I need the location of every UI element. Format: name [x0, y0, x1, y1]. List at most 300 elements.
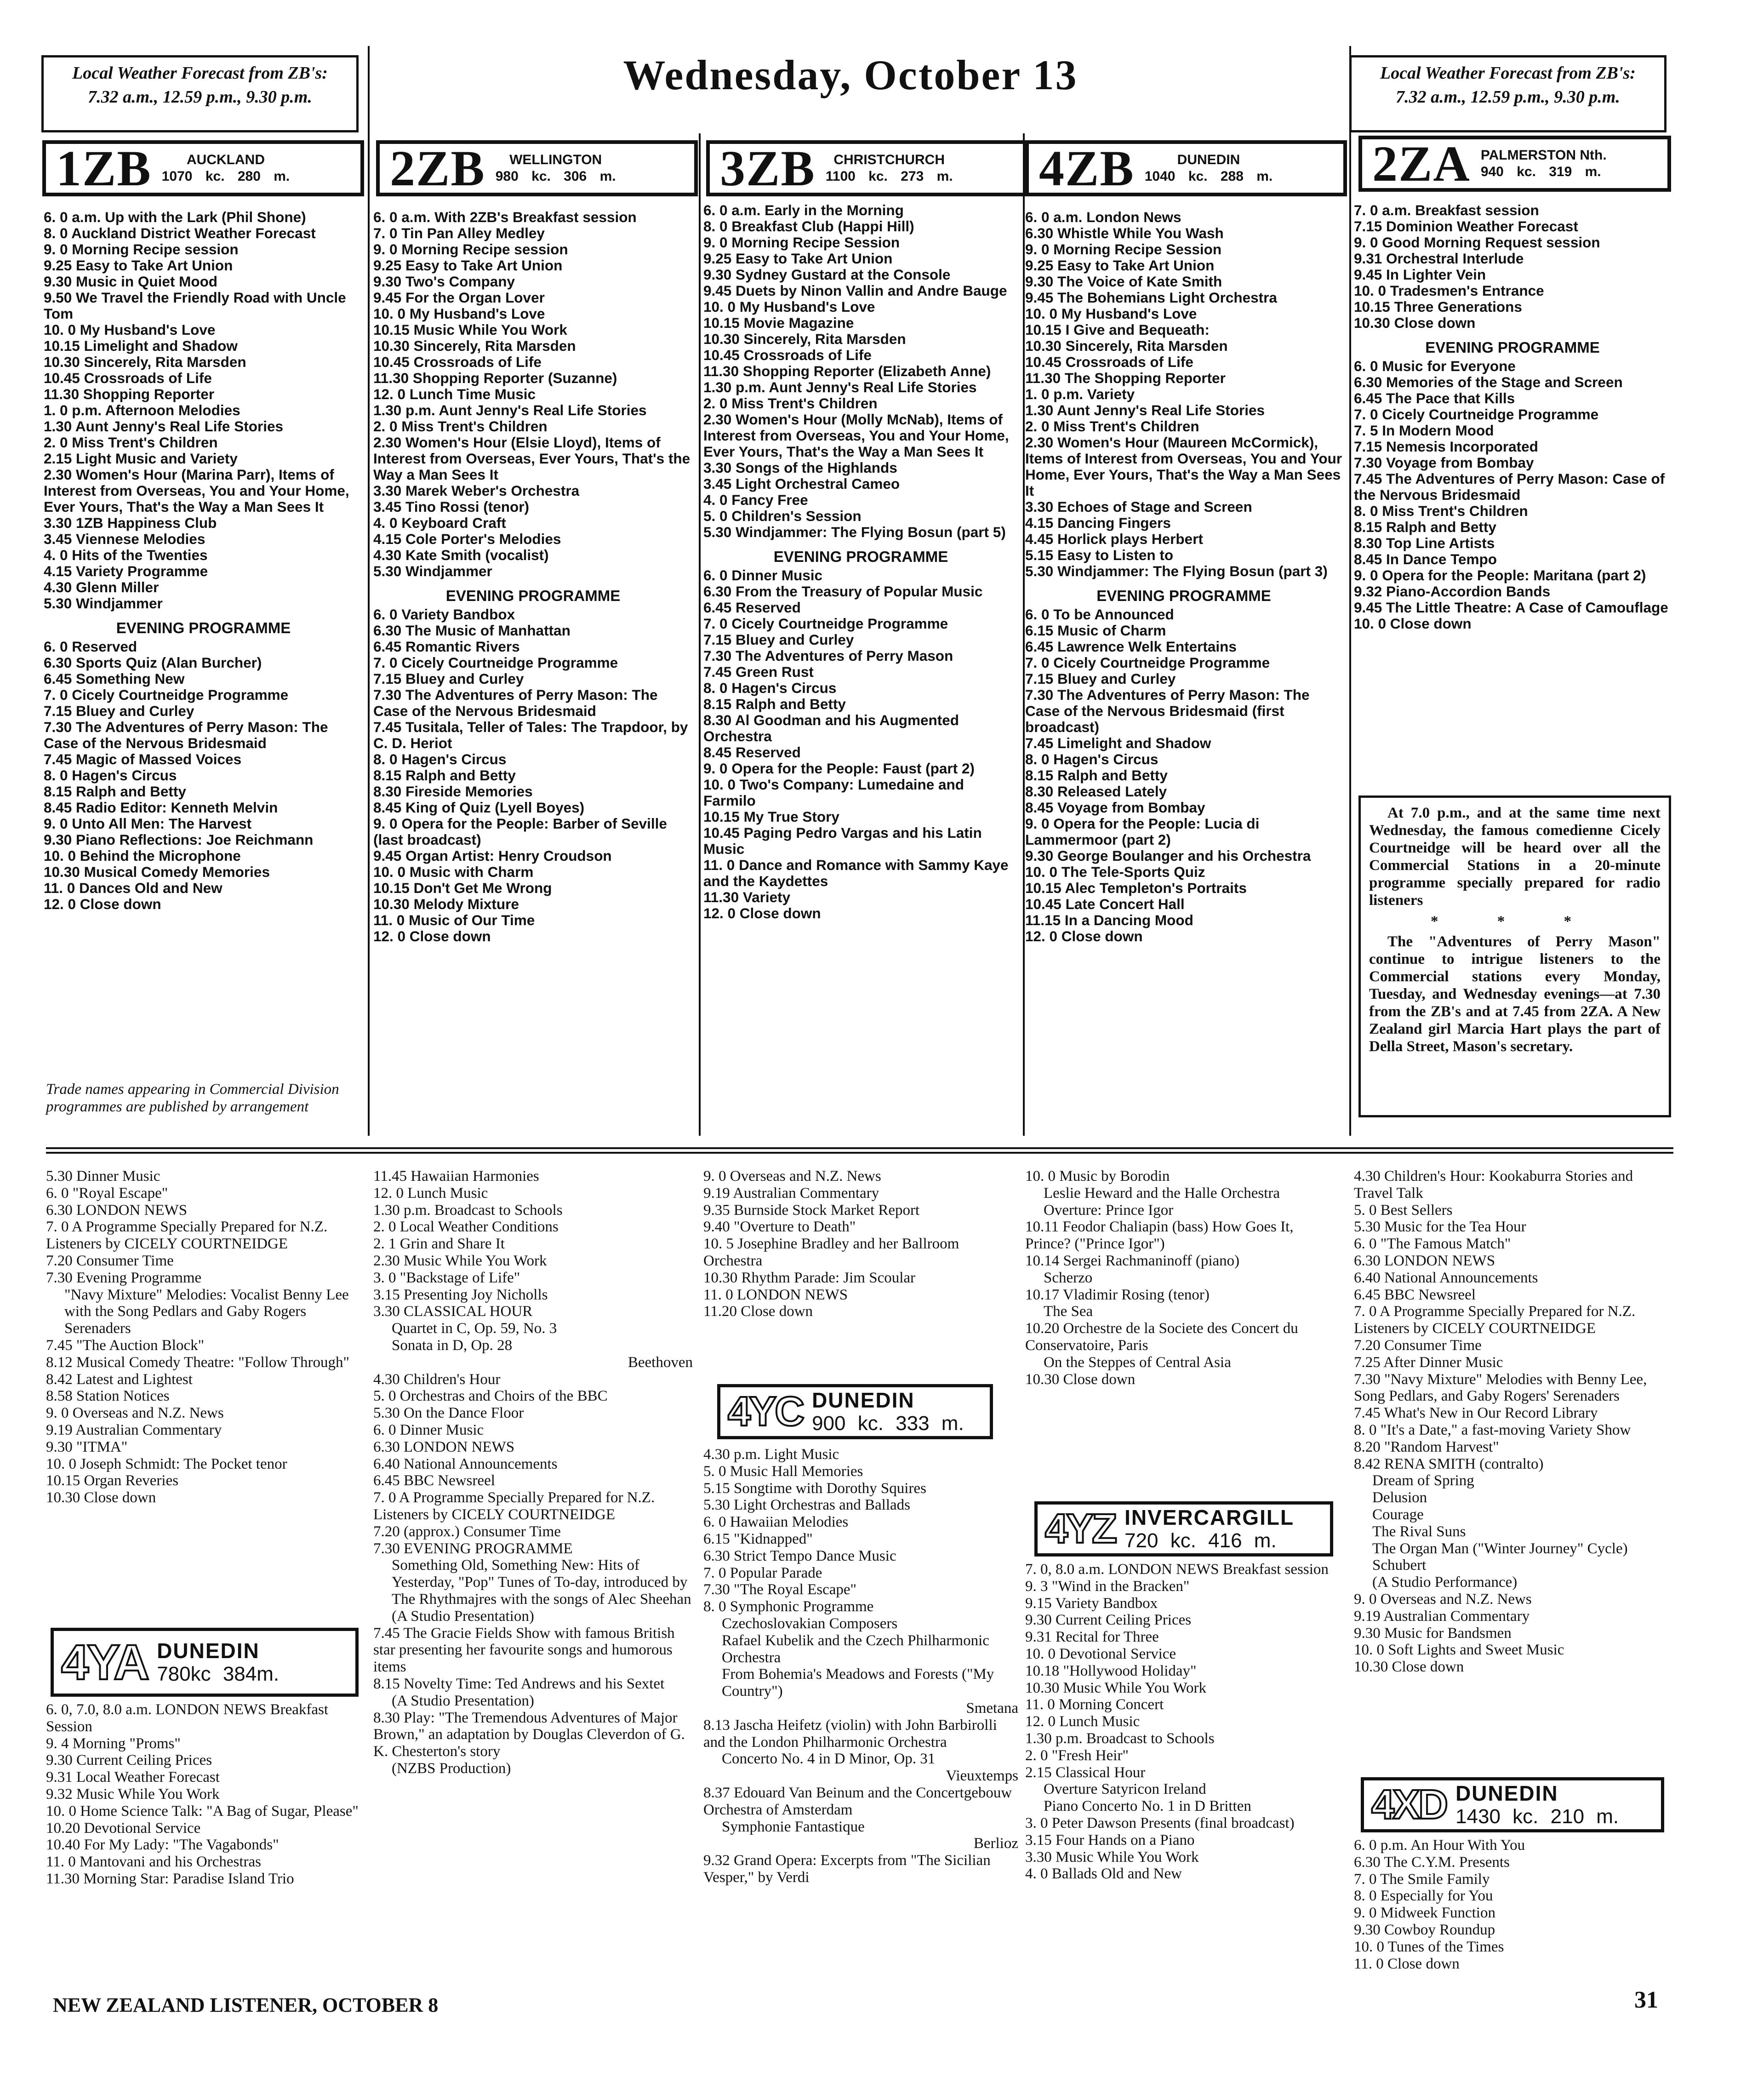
programme-entry: 8.15 Ralph and Betty — [1025, 767, 1168, 784]
programme-entry: (A Studio Performance) — [1372, 1574, 1518, 1591]
programme-entry: 6. 0 a.m. Up with the Lark (Phil Shone) — [44, 209, 306, 225]
programme-entry: 9. 0 Overseas and N.Z. News — [1354, 1591, 1532, 1608]
station-header-2za — [1358, 136, 1671, 192]
programme-entry: 6. 0 Dinner Music — [703, 567, 823, 584]
programme-entry: 7. 0 Cicely Courtneidge Programme — [373, 654, 618, 671]
programme-entry: 7.30 EVENING PROGRAMME — [373, 1540, 573, 1557]
programme-entry: 3.30 Music While You Work — [1025, 1848, 1199, 1865]
programme-entry: 6.30 Memories of the Stage and Screen — [1354, 374, 1623, 390]
programme-entry: 8.30 Play: "The Tremendous Adventures of Major Brown," an adaptation by Douglas Cleverdon of G. K. Chesterton's story — [373, 1709, 689, 1760]
programme-entry: 6. 0 a.m. Early in the Morning — [703, 202, 904, 218]
programme-entry: 11.20 Close down — [703, 1303, 813, 1320]
station-city: CHRISTCHURCH — [833, 152, 945, 167]
programme-entry: 7. 0 A Programme Specially Prepared for N.Z. Listeners by CICELY COURTNEIDGE — [1354, 1303, 1639, 1337]
page-number: 31 — [1634, 1987, 1658, 2013]
programme-entry: 2.15 Light Music and Variety — [44, 450, 238, 467]
programme-entry: 12. 0 Close down — [373, 928, 491, 944]
composer-credit: Smetana — [966, 1699, 1018, 1717]
programme-entry: 2.30 Women's Hour (Marina Parr), Items of Interest from Overseas, You and Your Home, Ever Yours, That's the Way a Man Sees It — [44, 466, 354, 515]
station-header-2zb — [376, 140, 698, 196]
programme-entry: 3.15 Four Hands on a Piano — [1025, 1831, 1195, 1848]
programme-entry: 4. 0 Fancy Free — [703, 492, 808, 508]
programme-entry: 10.30 Sincerely, Rita Marsden — [373, 338, 576, 354]
programme-entry: 8. 0 "It's a Date," a fast-moving Variety Show — [1354, 1421, 1631, 1438]
programme-entry: 5. 0 Music Hall Memories — [703, 1463, 863, 1480]
programme-entry: 7.30 Evening Programme — [46, 1269, 202, 1286]
programme-entry: 7.45 "The Auction Block" — [46, 1337, 205, 1354]
programme-entry: 10.15 Three Generations — [1354, 298, 1522, 315]
programme-entry: 11. 0 Music of Our Time — [373, 912, 535, 928]
composer-credit: Beethoven — [628, 1354, 693, 1371]
station-label-4yz — [1034, 1501, 1333, 1556]
station-city: DUNEDIN — [157, 1639, 260, 1663]
schedule-column-4ya-late — [703, 1168, 1018, 1320]
programme-entry: 6.40 National Announcements — [1354, 1269, 1538, 1286]
programme-entry: The Organ Man ("Winter Journey" Cycle) Schubert — [1372, 1540, 1632, 1574]
programme-entry: 10.30 Rhythm Parade: Jim Scoular — [703, 1269, 916, 1286]
programme-entry: 9. 0 Midweek Function — [1354, 1905, 1495, 1922]
programme-entry: 5.30 Windjammer — [373, 563, 492, 579]
programme-entry: 6.45 Lawrence Welk Entertains — [1025, 638, 1237, 655]
station-city: PALMERSTON Nth. — [1480, 148, 1607, 163]
programme-entry: 12. 0 Lunch Time Music — [373, 386, 536, 402]
programme-entry: 10. 0 Home Science Talk: "A Bag of Sugar, Please" — [46, 1802, 359, 1820]
programme-entry: 3.45 Light Orchestral Cameo — [703, 475, 900, 492]
programme-entry: "Navy Mixture" Melodies: Vocalist Benny Lee with the Song Pedlars and Gaby Rogers Serenaders — [64, 1286, 353, 1337]
programme-entry: 7.45 Magic of Massed Voices — [44, 751, 242, 767]
programme-entry: 6. 0 Hawaiian Melodies — [703, 1514, 849, 1531]
programme-entry: 7.30 The Adventures of Perry Mason: The Case of the Nervous Bridesmaid — [44, 719, 332, 751]
station-callsign: 3ZB — [720, 140, 816, 196]
programme-entry: 9.30 Two's Company — [373, 273, 515, 290]
programme-entry: 11.30 Morning Star: Paradise Island Trio — [46, 1870, 294, 1887]
programme-entry: 6.30 The Music of Manhattan — [373, 622, 571, 639]
programme-entry: 7.45 Tusitala, Teller of Tales: The Trapdoor, by C. D. Heriot — [373, 719, 692, 751]
programme-entry: Overture: Prince Igor — [1044, 1202, 1174, 1219]
programme-entry: 7.45 Green Rust — [703, 664, 814, 680]
programme-entry: 4.15 Dancing Fingers — [1025, 515, 1171, 531]
programme-entry: 2. 0 Miss Trent's Children — [373, 418, 548, 435]
programme-entry: 8.37 Edouard Van Beinum and the Concertgebouw Orchestra of Amsterdam — [703, 1784, 1016, 1818]
programme-entry: 7.30 "Navy Mixture" Melodies with Benny Lee, Song Pedlars, and Gaby Rogers' Serenaders — [1354, 1371, 1651, 1405]
station-frequency: 1430 kc. 210 m. — [1455, 1805, 1619, 1828]
programme-entry: Concerto No. 4 in D Minor, Op. 31 — [722, 1751, 936, 1768]
programme-entry: 4.45 Horlick plays Herbert — [1025, 531, 1203, 547]
programme-entry: 8. 0 Breakfast Club (Happi Hill) — [703, 218, 914, 235]
programme-entry: 7.20 Consumer Time — [1354, 1337, 1482, 1354]
programme-entry: 4. 0 Keyboard Craft — [373, 515, 506, 531]
programme-entry: 7.45 The Gracie Fields Show with famous British star presenting her favourite songs and humorous items — [373, 1625, 679, 1676]
programme-entry: 2.30 Women's Hour (Elsie Lloyd), Items of Interest from Overseas, Ever Yours, That's the Way a Man Sees It — [373, 434, 694, 483]
programme-entry: 8.15 Ralph and Betty — [44, 783, 186, 800]
programme-entry: 9.45 Organ Artist: Henry Croudson — [373, 847, 612, 864]
programme-entry: 12. 0 Close down — [703, 905, 821, 921]
programme-entry: 9.30 Piano Reflections: Joe Reichmann — [44, 831, 314, 848]
programme-entry: 10.45 Crossroads of Life — [373, 354, 542, 370]
programme-entry: 4.30 Glenn Miller — [44, 579, 159, 595]
programme-entry: 11. 0 Morning Concert — [1025, 1696, 1164, 1713]
programme-entry: 9.30 Music in Quiet Mood — [44, 273, 218, 290]
programme-entry: 9.45 The Little Theatre: A Case of Camouflage — [1354, 599, 1668, 616]
programme-entry: 9. 0 Morning Recipe Session — [703, 234, 900, 251]
programme-entry: 9.30 Music for Bandsmen — [1354, 1625, 1512, 1642]
programme-entry: 10.15 Alec Templeton's Portraits — [1025, 880, 1247, 896]
programme-entry: 2.30 Women's Hour (Maureen McCormick), Items of Interest from Overseas, You and Your Home, Ever Yours, That's the Way a Man Sees It — [1025, 434, 1346, 499]
programme-entry: Piano Concerto No. 1 in D Britten — [1044, 1798, 1251, 1815]
programme-entry: 6.15 "Kidnapped" — [703, 1530, 813, 1547]
programme-entry: 5.30 Windjammer: The Flying Bosun (part 3) — [1025, 563, 1328, 579]
programme-entry: 9. 0 Opera for the People: Barber of Seville (last broadcast) — [373, 815, 671, 848]
programme-entry: 4.30 Children's Hour: Kookaburra Stories and Travel Talk — [1354, 1168, 1637, 1202]
programme-entry: 2.15 Classical Hour — [1025, 1764, 1146, 1781]
schedule-column-4yz — [1025, 1561, 1342, 1883]
programme-entry: 10.17 Vladimir Rosing (tenor) — [1025, 1286, 1210, 1303]
programme-entry: 6.30 LONDON NEWS — [1354, 1252, 1495, 1269]
programme-entry: 9.15 Variety Bandbox — [1025, 1595, 1158, 1612]
station-callsign: 1ZB — [56, 140, 152, 196]
programme-entry: 7. 0, 8.0 a.m. LONDON NEWS Breakfast session — [1025, 1561, 1329, 1578]
programme-entry: 10.15 Music While You Work — [373, 321, 567, 338]
programme-entry: 8.30 Top Line Artists — [1354, 535, 1495, 551]
programme-entry: 8.30 Al Goodman and his Augmented Orchestra — [703, 712, 963, 744]
programme-entry: 6. 0 To be Announced — [1025, 606, 1174, 623]
programme-entry: 7.15 Bluey and Curley — [44, 703, 194, 719]
schedule-column-2zb — [373, 209, 693, 944]
programme-entry: 9.30 Current Ceiling Prices — [46, 1752, 212, 1769]
programme-entry: 6.30 Strict Tempo Dance Music — [703, 1547, 896, 1564]
programme-entry: 7.30 The Adventures of Perry Mason: The Case of the Nervous Bridesmaid (first broadcast) — [1025, 687, 1314, 735]
programme-entry: 6.15 Music of Charm — [1025, 622, 1166, 639]
programme-entry: 10. 0 My Husband's Love — [703, 298, 875, 315]
programme-entry: 12. 0 Close down — [44, 896, 161, 912]
station-callsign: 4XD — [1371, 1782, 1447, 1828]
programme-entry: The Rival Suns — [1372, 1523, 1466, 1540]
station-frequency: 980 kc. 306 m. — [495, 169, 616, 184]
station-callsign: 4YA — [61, 1634, 148, 1690]
programme-entry: 6.30 From the Treasury of Popular Music — [703, 583, 983, 600]
programme-entry: 7. 0 A Programme Specially Prepared for N.Z. Listeners by CICELY COURTNEIDGE — [46, 1219, 331, 1253]
schedule-column-4ya-afternoon — [373, 1168, 693, 1777]
feature-note-box — [1358, 795, 1671, 1117]
station-frequency: 1070 kc. 280 m. — [161, 169, 290, 184]
programme-entry: 6. 0 a.m. With 2ZB's Breakfast session — [373, 209, 637, 225]
programme-entry: 10.30 Sincerely, Rita Marsden — [703, 331, 906, 347]
programme-entry: Delusion — [1372, 1489, 1427, 1506]
programme-entry: 9.31 Orchestral Interlude — [1354, 250, 1524, 267]
programme-entry: 10.15 Limelight and Shadow — [44, 338, 238, 354]
station-frequency: 720 kc. 416 m. — [1124, 1529, 1277, 1552]
programme-entry: Quartet in C, Op. 59, No. 3 — [392, 1320, 557, 1337]
programme-entry: 7. 0 Cicely Courtneidge Programme — [703, 615, 948, 632]
programme-entry: 9.19 Australian Commentary — [1354, 1608, 1530, 1625]
programme-entry: 3.30 Songs of the Highlands — [703, 459, 897, 476]
programme-entry: 5. 0 Best Sellers — [1354, 1202, 1453, 1219]
programme-entry: 9.31 Recital for Three — [1025, 1629, 1159, 1646]
column-rule — [1023, 133, 1025, 1136]
programme-entry: 8.15 Ralph and Betty — [373, 767, 516, 784]
programme-entry: 10.30 Sincerely, Rita Marsden — [1025, 338, 1228, 354]
programme-entry: 8.30 Fireside Memories — [373, 783, 533, 800]
station-callsign: 2ZA — [1372, 136, 1471, 192]
programme-entry: 9.31 Local Weather Forecast — [46, 1769, 220, 1786]
programme-entry: 6. 0 Music for Everyone — [1354, 358, 1516, 374]
programme-entry: Something Old, Something New: Hits of Yesterday, "Pop" Tunes of To-day, introduced by The Rhythmajres with the songs of Alec Sheehan — [392, 1557, 691, 1608]
programme-entry: 10. 0 Devotional Service — [1025, 1645, 1176, 1662]
programme-entry: 1.30 Aunt Jenny's Real Life Stories — [1025, 402, 1265, 418]
station-city: WELLINGTON — [509, 152, 602, 167]
schedule-column-4yz-evening — [1354, 1168, 1671, 1676]
section-divider — [46, 1147, 1673, 1149]
programme-entry: 8. 0 Auckland District Weather Forecast — [44, 225, 316, 241]
programme-entry: 3.15 Presenting Joy Nicholls — [373, 1286, 548, 1303]
programme-entry: 8.45 Reserved — [703, 744, 801, 761]
programme-entry: 3. 0 Peter Dawson Presents (final broadcast) — [1025, 1814, 1295, 1831]
programme-entry: 5.30 Dinner Music — [46, 1168, 160, 1184]
programme-entry: 10.45 Crossroads of Life — [703, 347, 872, 363]
programme-entry: 3.45 Tino Rossi (tenor) — [373, 498, 529, 515]
station-frequency: 900 kc. 333 m. — [812, 1412, 964, 1435]
programme-entry: 6.45 BBC Newsreel — [1354, 1286, 1476, 1303]
schedule-column-4ya-evening — [46, 1168, 363, 1506]
programme-entry: 11.15 In a Dancing Mood — [1025, 912, 1193, 928]
weather-forecast-box-right — [1349, 55, 1666, 132]
composer-credit: Berlioz — [973, 1835, 1018, 1852]
programme-entry: 6. 0 Reserved — [44, 638, 137, 655]
station-header-3zb — [706, 140, 1028, 196]
programme-entry: 2. 0 Miss Trent's Children — [44, 434, 218, 451]
station-label-4yc — [717, 1384, 993, 1439]
programme-entry: 11.30 Shopping Reporter (Suzanne) — [373, 370, 617, 386]
programme-entry: 5. 0 Orchestras and Choirs of the BBC — [373, 1388, 608, 1405]
programme-entry: 10.45 Crossroads of Life — [44, 370, 212, 386]
programme-entry: 10.30 Close down — [1354, 1659, 1464, 1676]
programme-entry: 7.30 Voyage from Bombay — [1354, 454, 1534, 471]
programme-entry: 4.15 Cole Porter's Melodies — [373, 531, 561, 547]
programme-entry: Sonata in D, Op. 28 — [392, 1337, 513, 1354]
programme-entry: 7.45 Limelight and Shadow — [1025, 735, 1211, 751]
programme-entry: 8.45 King of Quiz (Lyell Boyes) — [373, 799, 585, 816]
programme-entry: 2.30 Women's Hour (Molly McNab), Items of Interest from Overseas, You and Your Home, Ever Yours, That's the Way a Man Sees It — [703, 411, 1013, 460]
programme-entry: 6.30 LONDON NEWS — [373, 1438, 515, 1455]
programme-entry: 4. 0 Hits of the Twenties — [44, 547, 208, 563]
column-rule — [699, 133, 701, 1136]
programme-entry: 5.30 Windjammer — [44, 595, 163, 612]
programme-entry: 1. 0 p.m. Variety — [1025, 386, 1135, 402]
programme-entry: 9. 0 Opera for the People: Maritana (part 2) — [1354, 567, 1646, 584]
station-header-4zb — [1025, 140, 1347, 196]
programme-entry: 6.45 The Pace that Kills — [1354, 390, 1515, 406]
station-header-1zb — [42, 140, 364, 196]
station-city: DUNEDIN — [1177, 152, 1240, 167]
programme-entry: 11.30 Shopping Reporter — [44, 386, 215, 402]
programme-entry: 6. 0 "Royal Escape" — [46, 1184, 168, 1202]
station-callsign: 4YC — [728, 1389, 803, 1435]
programme-entry: 4. 0 Ballads Old and New — [1025, 1865, 1182, 1883]
programme-entry: (A Studio Presentation) — [392, 1608, 534, 1625]
schedule-column-4yc-late — [1025, 1168, 1342, 1388]
programme-entry: (A Studio Presentation) — [392, 1692, 534, 1709]
programme-entry: 10. 0 Joseph Schmidt: The Pocket tenor — [46, 1455, 287, 1472]
programme-entry: 11. 0 Mantovani and his Orchestras — [46, 1854, 262, 1871]
programme-entry: 6. 0, 7.0, 8.0 a.m. LONDON NEWS Breakfast Session — [46, 1701, 332, 1735]
programme-entry: Dream of Spring — [1372, 1472, 1474, 1489]
programme-entry: 6. 0 p.m. An Hour With You — [1354, 1837, 1525, 1854]
programme-entry: Courage — [1372, 1506, 1424, 1523]
programme-entry: 10.15 Movie Magazine — [703, 315, 854, 331]
programme-entry: 8. 0 Especially for You — [1354, 1888, 1493, 1905]
programme-entry: 10. 0 Tradesmen's Entrance — [1354, 282, 1544, 299]
programme-entry: 9.30 Cowboy Roundup — [1354, 1921, 1495, 1938]
programme-entry: 10. 0 My Husband's Love — [373, 305, 545, 322]
programme-entry: 10.45 Late Concert Hall — [1025, 896, 1185, 912]
programme-entry: 10. 0 Close down — [1354, 615, 1472, 632]
section-heading: EVENING PROGRAMME — [1425, 339, 1600, 356]
station-callsign: 4ZB — [1039, 140, 1135, 196]
programme-entry: 9.30 The Voice of Kate Smith — [1025, 273, 1222, 290]
programme-entry: 12. 0 Lunch Music — [373, 1184, 488, 1202]
programme-entry: 9. 0 Morning Recipe session — [44, 241, 239, 257]
programme-entry: 2. 0 Local Weather Conditions — [373, 1219, 559, 1236]
programme-entry: 9.32 Music While You Work — [46, 1785, 220, 1802]
programme-entry: 5. 0 Children's Session — [703, 508, 862, 524]
programme-entry: 11.30 Shopping Reporter (Elizabeth Anne) — [703, 363, 991, 379]
programme-entry: 8.45 Radio Editor: Kenneth Melvin — [44, 799, 278, 816]
programme-entry: 11.30 The Shopping Reporter — [1025, 370, 1226, 386]
programme-entry: 10. 0 My Husband's Love — [1025, 305, 1197, 322]
programme-entry: Rafael Kubelik and the Czech Philharmonic Orchestra — [722, 1632, 993, 1666]
programme-entry: 1.30 p.m. Aunt Jenny's Real Life Stories — [703, 379, 977, 395]
programme-entry: 6.45 BBC Newsreel — [373, 1472, 495, 1489]
programme-entry: 7. 0 a.m. Breakfast session — [1354, 202, 1539, 218]
station-callsign: 4YZ — [1045, 1506, 1116, 1552]
programme-entry: 10.15 Don't Get Me Wrong — [373, 880, 552, 896]
programme-entry: Leslie Heward and the Halle Orchestra — [1044, 1184, 1280, 1202]
programme-entry: 8. 0 Hagen's Circus — [703, 680, 837, 696]
programme-entry: 11.45 Hawaiian Harmonies — [373, 1168, 539, 1184]
publication-footer: NEW ZEALAND LISTENER, OCTOBER 8 — [53, 1994, 439, 2016]
programme-entry: 8. 0 Hagen's Circus — [44, 767, 177, 784]
programme-entry: 8.42 Latest and Lightest — [46, 1371, 193, 1388]
programme-entry: 7.20 Consumer Time — [46, 1252, 174, 1269]
programme-entry: 8.15 Ralph and Betty — [1354, 519, 1496, 535]
programme-entry: 10. 0 The Tele-Sports Quiz — [1025, 864, 1205, 880]
programme-entry: 10.15 I Give and Bequeath: — [1025, 321, 1210, 338]
programme-entry: 10.18 "Hollywood Holiday" — [1025, 1662, 1197, 1679]
programme-entry: 2. 0 "Fresh Heir" — [1025, 1747, 1129, 1764]
programme-entry: 10. 5 Josephine Bradley and her Ballroom Orchestra — [703, 1236, 963, 1269]
schedule-column-1zb — [44, 209, 363, 912]
programme-entry: 10.30 Music While You Work — [1025, 1679, 1206, 1696]
programme-entry: 2.30 Music While You Work — [373, 1252, 547, 1269]
programme-entry: 3.30 Echoes of Stage and Screen — [1025, 498, 1252, 515]
programme-entry: 7. 0 A Programme Specially Prepared for N.Z. Listeners by CICELY COURTNEIDGE — [373, 1489, 659, 1523]
programme-entry: 10.45 Paging Pedro Vargas and his Latin Music — [703, 824, 986, 857]
feature-note-divider: * * * — [1431, 913, 1599, 930]
programme-entry: 9.45 In Lighter Vein — [1354, 266, 1486, 283]
programme-entry: 11. 0 Dances Old and New — [44, 880, 223, 896]
section-heading: EVENING PROGRAMME — [116, 619, 291, 636]
programme-entry: 3. 0 "Backstage of Life" — [373, 1269, 520, 1286]
programme-entry: 9. 0 Morning Recipe session — [373, 241, 568, 257]
programme-entry: 3.30 Marek Weber's Orchestra — [373, 482, 580, 499]
programme-entry: 7.30 The Adventures of Perry Mason — [703, 647, 953, 664]
programme-entry: 8. 0 Hagen's Circus — [373, 751, 507, 767]
programme-entry: 2. 1 Grin and Share It — [373, 1236, 505, 1253]
programme-entry: 8. 0 Miss Trent's Children — [1354, 503, 1528, 519]
programme-entry: 9.32 Grand Opera: Excerpts from "The Sicilian Vesper," by Verdi — [703, 1852, 994, 1886]
programme-entry: 10. 0 Behind the Microphone — [44, 847, 241, 864]
programme-entry: 8.12 Musical Comedy Theatre: "Follow Through" — [46, 1354, 349, 1371]
weather-forecast-title: Local Weather Forecast from ZB's: — [1380, 63, 1636, 83]
programme-entry: 6.45 Something New — [44, 670, 185, 687]
station-city: INVERCARGILL — [1124, 1505, 1295, 1529]
programme-entry: 9.45 The Bohemians Light Orchestra — [1025, 289, 1277, 306]
programme-entry: 9. 4 Morning "Proms" — [46, 1735, 181, 1752]
programme-entry: 8.42 RENA SMITH (contralto) — [1354, 1455, 1544, 1472]
schedule-column-4ya-morning — [46, 1701, 363, 1888]
programme-entry: 7. 0 Cicely Courtneidge Programme — [1354, 406, 1599, 423]
programme-entry: 4.30 p.m. Light Music — [703, 1446, 839, 1463]
station-city: DUNEDIN — [1455, 1781, 1558, 1805]
programme-entry: 4.15 Variety Programme — [44, 563, 208, 579]
programme-entry: 10.30 Musical Comedy Memories — [44, 864, 270, 880]
programme-entry: 9.30 "ITMA" — [46, 1438, 128, 1455]
station-callsign: 2ZB — [390, 140, 485, 196]
programme-entry: 9.30 George Boulanger and his Orchestra — [1025, 847, 1311, 864]
programme-entry: Overture Satyricon Ireland — [1044, 1781, 1206, 1798]
programme-entry: The Sea — [1044, 1303, 1093, 1320]
programme-entry: 2. 0 Miss Trent's Children — [1025, 418, 1199, 435]
programme-entry: 10.11 Feodor Chaliapin (bass) How Goes It, Prince? ("Prince Igor") — [1025, 1219, 1297, 1253]
programme-entry: 9.19 Australian Commentary — [703, 1184, 879, 1202]
weather-forecast-times: 7.32 a.m., 12.59 p.m., 9.30 p.m. — [1396, 87, 1620, 107]
trade-names-note: Trade names appearing in Commercial Division programmes are published by arrangement — [46, 1081, 339, 1115]
programme-entry: 4.30 Children's Hour — [373, 1371, 501, 1388]
station-frequency: 940 kc. 319 m. — [1480, 164, 1601, 179]
programme-entry: 5.15 Songtime with Dorothy Squires — [703, 1480, 926, 1497]
programme-entry: 7. 0 Tin Pan Alley Medley — [373, 225, 545, 241]
schedule-column-4yc — [703, 1446, 1018, 1886]
programme-entry: 7.15 Bluey and Curley — [1025, 670, 1176, 687]
programme-entry: 1. 0 p.m. Afternoon Melodies — [44, 402, 240, 418]
programme-entry: 10. 0 Tunes of the Times — [1354, 1938, 1504, 1955]
programme-entry: 8.45 In Dance Tempo — [1354, 551, 1497, 567]
page-title: Wednesday, October 13 — [623, 51, 1078, 98]
programme-entry: 5.30 On the Dance Floor — [373, 1405, 524, 1422]
programme-entry: 7. 0 The Smile Family — [1354, 1871, 1490, 1888]
programme-entry: 6. 0 Variety Bandbox — [373, 606, 515, 623]
programme-entry: (NZBS Production) — [392, 1760, 511, 1777]
programme-entry: 10.20 Orchestre de la Societe des Concert du Conservatoire, Paris — [1025, 1320, 1302, 1354]
programme-entry: 8.20 "Random Harvest" — [1354, 1438, 1499, 1455]
feature-note-paragraph: At 7.0 p.m., and at the same time next Wednesday, the famous comedienne Cicely Courtneidge will be heard over all the Commercial Stations in a 20-minute programme specially prepared for radio listeners — [1369, 805, 1661, 909]
programme-entry: 7. 5 In Modern Mood — [1354, 422, 1494, 439]
programme-entry: 6.30 LONDON NEWS — [46, 1202, 188, 1219]
programme-entry: 4.30 Kate Smith (vocalist) — [373, 547, 549, 563]
programme-entry: 7. 0 Cicely Courtneidge Programme — [44, 687, 289, 703]
schedule-column-4xd — [1354, 1837, 1671, 1972]
programme-entry: 2. 0 Miss Trent's Children — [703, 395, 878, 412]
programme-entry: 10. 0 My Husband's Love — [44, 321, 216, 338]
programme-entry: 8.45 Voyage from Bombay — [1025, 799, 1205, 816]
programme-entry: 8.58 Station Notices — [46, 1388, 170, 1405]
programme-entry: 7.45 What's New in Our Record Library — [1354, 1405, 1598, 1422]
programme-entry: 10.40 For My Lady: "The Vagabonds" — [46, 1837, 279, 1854]
programme-entry: 6. 0 Dinner Music — [373, 1421, 484, 1438]
programme-entry: 10.30 Close down — [1025, 1371, 1136, 1388]
programme-entry: 7.15 Nemesis Incorporated — [1354, 438, 1538, 455]
programme-entry: 7. 0 Cicely Courtneidge Programme — [1025, 654, 1270, 671]
